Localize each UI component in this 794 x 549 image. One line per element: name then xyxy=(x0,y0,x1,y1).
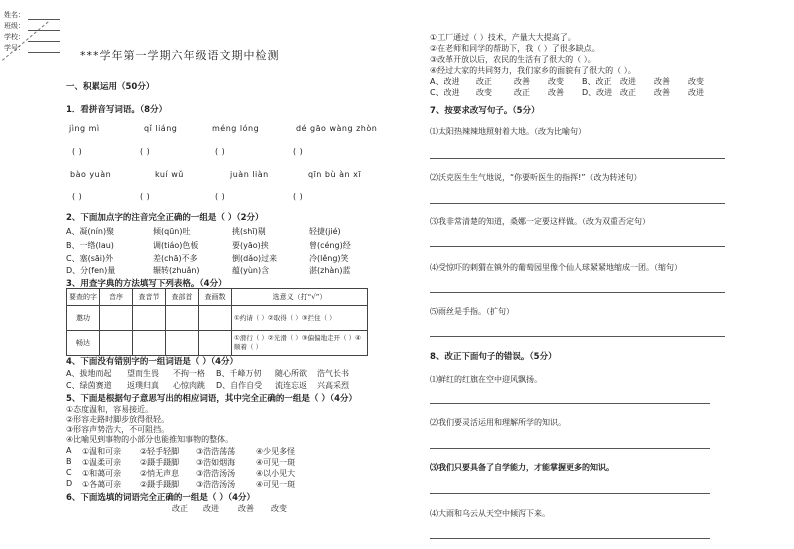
q6-word: 改正 xyxy=(172,504,188,513)
answer-cell[interactable] xyxy=(166,331,199,356)
q6-title: 6、下面选填的词语完全正确的一组是（ ）（4分） xyxy=(66,493,256,503)
q7-title: 7、按要求改写句子。（5分） xyxy=(430,106,540,116)
option-text: 调(tiáo)色板 xyxy=(153,241,199,250)
option-text: 改进 xyxy=(688,88,704,97)
q1-title: 1．看拼音写词语。（8分） xyxy=(66,105,168,115)
option-text: 倒(dǎo)过来 xyxy=(232,254,278,263)
option-text: D、改进 xyxy=(582,88,613,97)
option-text: ①温和可亲 xyxy=(82,447,122,456)
field-number-label: 学号： xyxy=(4,44,25,52)
q8-item: ⑵我们要灵活运用和理解所学的知识。 xyxy=(430,418,566,427)
answer-line[interactable] xyxy=(430,158,725,159)
option-text: B、千峰万仞 xyxy=(216,369,262,378)
option-text: ④可见一斑 xyxy=(256,480,296,489)
option-text: 望而生畏 xyxy=(127,369,159,378)
pinyin: dé gāo wàng zhòn xyxy=(296,124,378,133)
section1-heading: 一、积累运用（50分） xyxy=(66,82,155,92)
option-text: D、分(fen)量 xyxy=(66,266,116,275)
option-text: 要(yāo)挟 xyxy=(232,241,269,250)
option-text: 改变 xyxy=(476,88,492,97)
pinyin: bào yuàn xyxy=(70,170,112,179)
option-text: ②蹑手蹑脚 xyxy=(140,458,180,467)
answer-line[interactable] xyxy=(430,493,710,494)
option-text: 倾(qūn)吐 xyxy=(153,227,191,236)
option-text: ①和蔼可亲 xyxy=(82,469,122,478)
q7-item: ⑷受惊吓的刺猬在镇外的葡萄园里像个仙人球紧紧地缩成一团。（缩句） xyxy=(430,263,682,272)
answer-line[interactable] xyxy=(430,336,725,337)
option-text: 蕴(yùn)含 xyxy=(232,266,270,275)
option-text: 差(chā)不多 xyxy=(153,254,198,263)
option-text: ③浩浩汤汤 xyxy=(196,480,236,489)
option-text: A、凝(nín)聚 xyxy=(66,227,115,236)
answer-bracket: ( ) xyxy=(215,192,226,201)
table-header: 音序 xyxy=(100,289,133,306)
option-text: ②悄无声息 xyxy=(140,469,180,478)
option-text: 返璞归真 xyxy=(127,381,159,390)
answer-bracket: ( ) xyxy=(215,147,226,156)
option-text: 浩气长书 xyxy=(317,369,349,378)
option-text: 改变 xyxy=(688,77,704,86)
table-header: 查画数 xyxy=(199,289,232,306)
option-text: 改正 xyxy=(514,88,530,97)
option-text: 改善 xyxy=(654,88,670,97)
answer-line[interactable] xyxy=(430,448,710,449)
option-text: C、改进 xyxy=(430,88,460,97)
option-text: 兴高采烈 xyxy=(317,381,349,390)
option-text: 改进 xyxy=(620,77,636,86)
q5-item: ④比喻见到事物的小部分也能推知事物的整体。 xyxy=(66,435,234,444)
option-text: ④可见一斑 xyxy=(256,458,296,467)
fill-sentence: ①工厂通过（ ）技术，产量大大提高了。 xyxy=(430,33,576,42)
table-cell: 畅达 xyxy=(67,331,100,356)
page-title: ***学年第一学期六年级语文期中检测 xyxy=(80,49,280,62)
answer-bracket: ( ) xyxy=(140,147,151,156)
table-row xyxy=(67,306,368,331)
option-text: ②蹑手蹑脚 xyxy=(140,480,180,489)
field-name-label: 姓名： xyxy=(4,11,25,19)
answer-cell[interactable] xyxy=(199,306,232,331)
option-text: 心惊肉跳 xyxy=(173,381,205,390)
table-header: 查音节 xyxy=(133,289,166,306)
answer-bracket: ( ) xyxy=(293,147,304,156)
option-text: D、自作自受 xyxy=(216,381,263,390)
option-text: 改变 xyxy=(548,77,564,86)
q7-item: ⑴太阳热辣辣地照射着大地。（改为比喻句） xyxy=(430,127,586,136)
table-header: 查部首 xyxy=(166,289,199,306)
option-text: ②轻手轻脚 xyxy=(140,447,180,456)
answer-cell[interactable] xyxy=(133,331,166,356)
option-text: 改善 xyxy=(654,77,670,86)
option-letter: D xyxy=(66,479,73,488)
option-text: 流连忘返 xyxy=(275,381,307,390)
table-header-row xyxy=(67,289,368,306)
field-school-label: 学校： xyxy=(4,33,25,41)
option-text: ①温柔可亲 xyxy=(82,458,122,467)
q5-item: ①态度温和，容易接近。 xyxy=(66,405,154,414)
option-text: A、拔地而起 xyxy=(66,369,112,378)
option-letter: B xyxy=(66,457,72,466)
q5-item: ③形容声势浩大，不可阻挡。 xyxy=(66,425,170,434)
option-text: ④以小见大 xyxy=(256,469,296,478)
fill-sentence: ④经过大家的共同努力，我们家乡的面貌有了很大的（ ）。 xyxy=(430,66,636,75)
q6-word: 改变 xyxy=(271,504,287,513)
answer-line[interactable] xyxy=(430,246,725,247)
pinyin: kuí wǔ xyxy=(155,170,184,179)
q5-item: ②形容走路时脚步放得很轻。 xyxy=(66,415,170,424)
q4-title: 4、下面没有错别字的一组词语是（ ）（4分） xyxy=(66,357,239,367)
answer-line[interactable] xyxy=(430,203,725,204)
table-header: 选意义（打“√”） xyxy=(232,289,368,306)
option-text: 改正 xyxy=(620,88,636,97)
option-text: 不拘一格 xyxy=(173,369,205,378)
option-text: 随心所欲 xyxy=(275,369,307,378)
q8-title: 8、改正下面句子的错误。（5分） xyxy=(430,352,557,362)
q3-title: 3、用查字典的方法填写下列表格。（4分） xyxy=(66,279,227,289)
q8-item: ⑴鲜红的红旗在空中迎风飘扬。 xyxy=(430,375,542,384)
fill-sentence: ②在老师和同学的帮助下，我（ ）了很多缺点。 xyxy=(430,44,600,53)
table-row xyxy=(67,331,368,356)
q8-item: ⑷大雨和乌云从天空中倾泻下来。 xyxy=(430,509,550,518)
option-letter: C xyxy=(66,468,72,477)
answer-bracket: ( ) xyxy=(72,147,83,156)
answer-line[interactable] xyxy=(430,292,725,293)
answer-cell[interactable] xyxy=(133,306,166,331)
answer-cell[interactable] xyxy=(100,331,133,356)
option-text: B、一绺(lau) xyxy=(66,241,114,250)
answer-bracket: ( ) xyxy=(72,192,83,201)
answer-cell[interactable] xyxy=(199,331,232,356)
pinyin: qīn bù àn xī xyxy=(308,170,362,179)
table-cell: 邀功 xyxy=(67,306,100,331)
q6-word: 改善 xyxy=(238,504,254,513)
fill-sentence: ③改革开放以后，农民的生活有了很大的（ ）。 xyxy=(430,55,596,64)
answer-line[interactable] xyxy=(430,403,710,404)
option-text: C、绿茵赛道 xyxy=(66,381,112,390)
option-letter: A xyxy=(66,446,72,455)
field-class-label: 班级： xyxy=(4,22,25,30)
option-text: A、改进 xyxy=(430,77,460,86)
option-text: ③浩浩汤汤 xyxy=(196,469,236,478)
answer-bracket: ( ) xyxy=(293,192,304,201)
table-header: 要查的字 xyxy=(67,289,100,306)
pinyin: jìng mì xyxy=(69,124,100,133)
option-text: 改正 xyxy=(476,77,492,86)
q6-word: 改进 xyxy=(203,504,219,513)
meaning-cell: ①滑行（ ）②光滑（ ）③偏偏地走开（ ）④顺着（ ） xyxy=(232,331,368,356)
option-text: ①各蔼可亲 xyxy=(82,480,122,489)
option-text: 改善 xyxy=(514,77,530,86)
option-text: 湛(zhàn)蓝 xyxy=(309,266,351,275)
q5-title: 5、下面是根据句子意思写出的相应词语，其中完全正确的一组是（ ）（4分） xyxy=(66,394,358,404)
q7-item: ⑵沃克医生生气地说，“你要听医生的指挥!”（改为转述句） xyxy=(430,173,642,182)
option-text: 挑(shī)剔 xyxy=(232,227,266,236)
option-text: 曾(céng)经 xyxy=(309,241,351,250)
option-text: 冷(lěng)笑 xyxy=(309,254,349,263)
answer-line[interactable] xyxy=(430,538,710,539)
answer-cell[interactable] xyxy=(166,306,199,331)
pinyin: juàn liàn xyxy=(230,170,269,179)
q7-item: ⑶我非常清楚的知道，桑娜一定要这样做。（改为双重否定句） xyxy=(430,217,650,226)
option-text: 辗转(zhuǎn) xyxy=(153,266,200,275)
meaning-cell: ①约请（ ）②取得（ ）③拦住（ ） xyxy=(232,306,368,331)
option-text: ④少见多怪 xyxy=(256,447,296,456)
answer-bracket: ( ) xyxy=(140,192,151,201)
q8-item: ⑶我们只要具备了自学能力，才能掌握更多的知识。 xyxy=(430,463,614,472)
pinyin: méng lóng xyxy=(212,124,260,133)
pinyin: qǐ liáng xyxy=(144,124,178,133)
option-text: ③浩如烟海 xyxy=(196,458,236,467)
option-text: C、塞(sāi)外 xyxy=(66,254,114,263)
answer-cell[interactable] xyxy=(100,306,133,331)
option-text: 轻捷(jié) xyxy=(309,227,341,236)
dictionary-table xyxy=(66,288,368,356)
q7-item: ⑸雨丝是手指。（扩句） xyxy=(430,307,514,316)
option-text: ③浩浩荡荡 xyxy=(196,447,236,456)
q2-title: 2、下面加点字的注音完全正确的一组是（ ）（2分） xyxy=(66,213,264,223)
option-text: B、改正 xyxy=(582,77,612,86)
option-text: 改善 xyxy=(548,88,564,97)
